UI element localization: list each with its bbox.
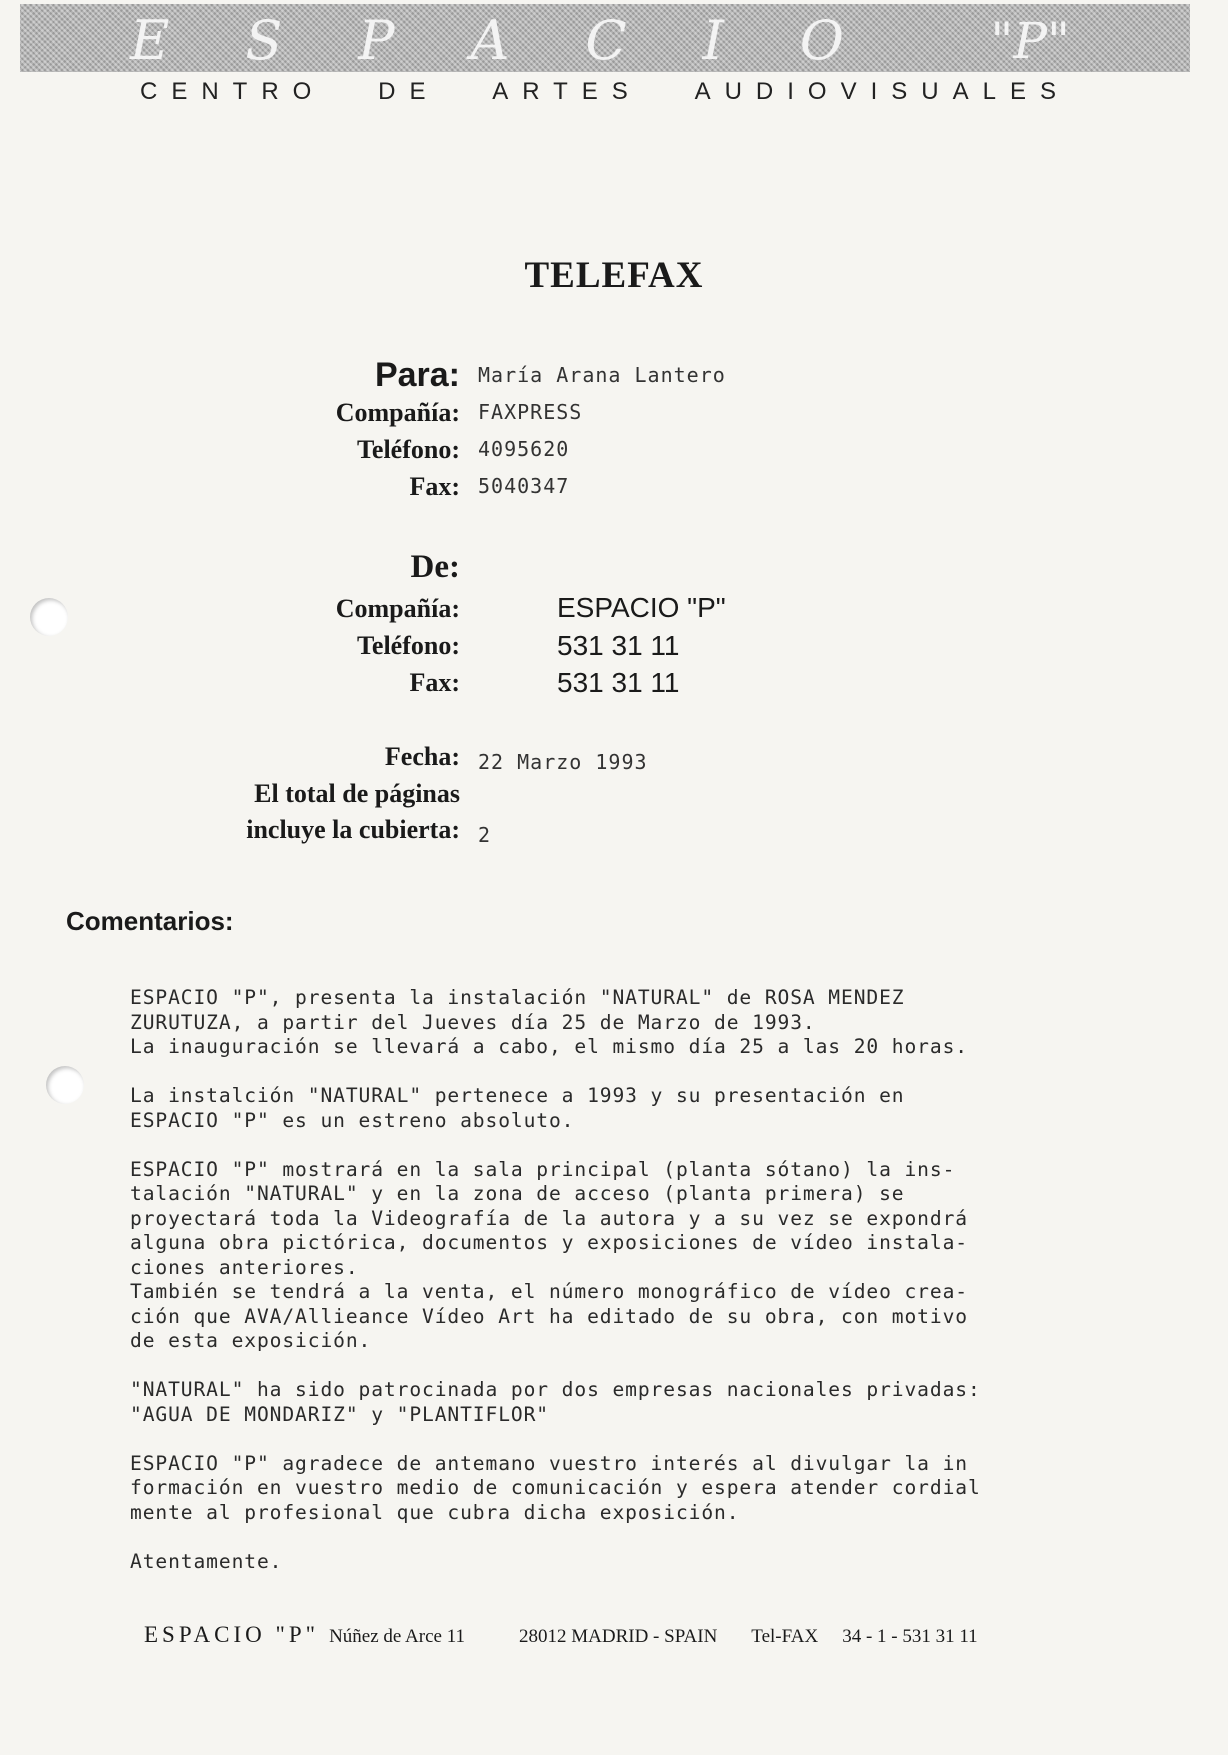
comment-paragraph (130, 1158, 1130, 1354)
comment-line: "NATURAL" ha sido patrocinada por dos empresas nacionales privadas: (130, 1378, 981, 1401)
comment-line: de esta exposición. (130, 1329, 372, 1352)
banner-suffix: "P" (990, 12, 1070, 70)
from-fax-value: 531 31 11 (557, 667, 680, 698)
to-fax-value: 5040347 (478, 474, 570, 498)
comment-line: ESPACIO "P" es un estreno absoluto. (130, 1108, 575, 1132)
date-value: 22 Marzo 1993 (478, 750, 648, 774)
to-phone-value: 4095620 (478, 437, 570, 461)
banner-letter: I (702, 9, 724, 72)
comment-line: La inauguración se llevará a cabo, el mismo día 25 a las 20 horas. (130, 1035, 968, 1058)
punch-hole (46, 1066, 84, 1104)
punch-hole (30, 598, 68, 636)
banner-letter: E (130, 9, 170, 72)
to-company-label: Compañía: (335, 398, 460, 427)
comment-line: ción que AVA/Allieance Vídeo Art ha editado de su obra, con motivo (130, 1304, 968, 1328)
to-fax-label: Fax: (409, 472, 460, 501)
footer-city: 28012 MADRID - SPAIN (519, 1626, 718, 1647)
para-value: María Arana Lantero (478, 363, 726, 387)
document-title: TELEFAX (524, 255, 704, 296)
from-phone-value: 531 31 11 (557, 630, 680, 661)
banner-letter: C (585, 9, 627, 72)
comment-line: proyectará toda la Videografía de la autora y a su vez se expondrá (130, 1206, 968, 1230)
comment-line: ZURUTUZA, a partir del Jueves día 25 de Marzo de 1993. (130, 1010, 816, 1034)
comment-line: ESPACIO "P" agradece de antemano vuestro interés al divulgar la in (130, 1451, 968, 1475)
from-fax-label: Fax: (409, 668, 460, 697)
comment-paragraph (130, 1378, 1130, 1427)
comments-label: Comentarios: (66, 906, 234, 936)
banner-letter: P (358, 9, 395, 72)
comment-paragraph (130, 986, 1130, 1060)
comment-paragraph (130, 1084, 1130, 1133)
banner-letter: S (245, 9, 283, 72)
letterhead-banner (20, 4, 1190, 72)
footer-name: ESPACIO "P" (144, 1622, 320, 1647)
letterhead-subtitle (140, 78, 1070, 106)
comment-line: talación "NATURAL" y en la zona de acceso (planta primera) se (130, 1182, 905, 1205)
subtitle-word: ARTES (492, 78, 642, 105)
comment-line: ESPACIO "P", presenta la instalación "NATURAL" de ROSA MENDEZ (130, 986, 905, 1009)
footer-address (144, 1622, 1094, 1648)
comment-line: También se tendrá a la venta, el número monográfico de vídeo crea- (130, 1280, 968, 1303)
comment-line: Atentamente. (130, 1549, 283, 1573)
comment-line: ciones anteriores. (130, 1255, 359, 1279)
from-company-value: ESPACIO "P" (557, 592, 726, 623)
to-company-value: FAXPRESS (478, 400, 583, 424)
to-phone-label: Teléfono: (356, 435, 460, 464)
de-label: De: (410, 549, 460, 585)
footer-telfax-value: 34 - 1 - 531 31 11 (842, 1626, 978, 1647)
comment-line: ESPACIO "P" mostrará en la sala principal (planta sótano) la ins- (130, 1157, 956, 1181)
pages-label-line2: incluye la cubierta: (246, 815, 460, 844)
banner-letter: A (470, 9, 510, 72)
comment-line: "AGUA DE MONDARIZ" y "PLANTIFLOR" (130, 1402, 549, 1426)
para-label: Para: (374, 356, 460, 394)
footer-telfax-label: Tel-FAX (751, 1626, 819, 1647)
from-phone-label: Teléfono: (356, 631, 460, 660)
subtitle-word: CENTRO (140, 78, 326, 105)
subtitle-word: AUDIOVISUALES (694, 78, 1070, 105)
date-label: Fecha: (384, 742, 460, 771)
comment-line: mente al profesional que cubra dicha exposición. (130, 1500, 740, 1524)
pages-label-line1: El total de páginas (254, 779, 460, 808)
comment-paragraph (130, 1550, 1130, 1575)
from-company-label: Compañía: (335, 594, 460, 623)
comment-line: formación en vuestro medio de comunicación y espera atender cordial (130, 1476, 981, 1499)
footer-street: Núñez de Arce 11 (329, 1626, 465, 1647)
banner-letter: O (799, 9, 845, 72)
comment-line: alguna obra pictórica, documentos y exposiciones de vídeo instala- (130, 1231, 968, 1254)
pages-value: 2 (478, 823, 492, 847)
comment-line: La instalción "NATURAL" pertenece a 1993 y su presentación en (130, 1084, 905, 1107)
comments-body (130, 986, 1130, 1599)
subtitle-word: DE (378, 78, 440, 105)
comment-paragraph (130, 1452, 1130, 1526)
